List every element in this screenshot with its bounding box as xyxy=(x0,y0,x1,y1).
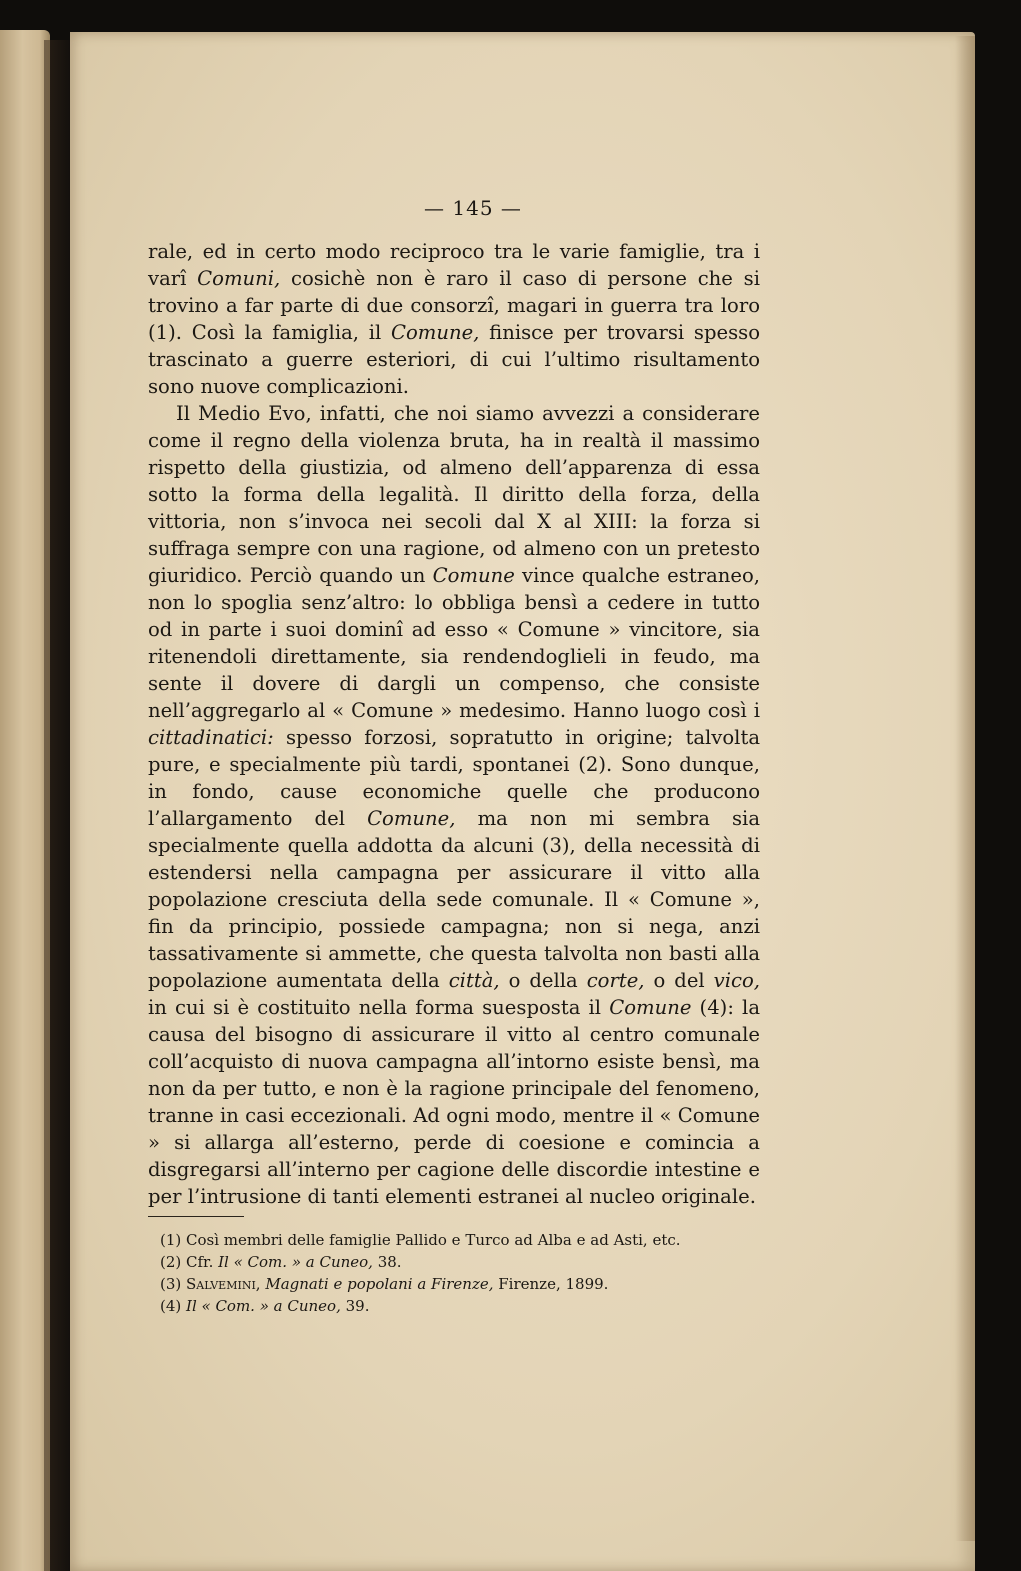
text-run: rale, ed in certo modo reciproco tra le varie famiglie, tra i varî xyxy=(148,240,760,290)
italic-run: vico, xyxy=(713,969,760,992)
italic-run: Comune, xyxy=(367,807,456,830)
footnote xyxy=(160,1295,760,1317)
text-run: o della xyxy=(499,969,587,992)
text-run: (1) Così membri delle famiglie Pallido e Turco ad Alba e ad Asti, etc. xyxy=(160,1231,681,1249)
body-text xyxy=(148,238,760,1210)
text-run: 38. xyxy=(372,1253,402,1271)
text-run: vince qualche estraneo, non lo spoglia senz’altro: lo obbliga bensì a cedere in tutto od in parte i suoi dominî ad esso « Comune » vincitore, sia ritenendoli direttamente, sia rendendoglieli in feudo, ma sente il dovere di dargli un compenso, che consiste nell’aggregarlo al « Comune » medesimo. Hanno luogo così i xyxy=(148,564,760,722)
page-fore-edge xyxy=(955,36,975,1541)
text-run: o del xyxy=(644,969,714,992)
facing-page-edge xyxy=(0,30,50,1571)
text-run: (3) xyxy=(160,1275,187,1293)
footnotes xyxy=(148,1229,760,1317)
paragraph xyxy=(148,238,760,400)
text-run: spesso forzosi, sopratutto in origine; talvolta pure, e specialmente più tardi, spontanei (2). Sono dunque, in fondo, cause economiche quelle che producono l’allargamento del xyxy=(148,726,760,830)
italic-run: cittadinatici: xyxy=(148,726,274,749)
page-content xyxy=(148,196,760,1317)
author-name: Salvemini, xyxy=(186,1275,261,1293)
italic-run: Comune xyxy=(609,996,692,1019)
italic-run: Comune, xyxy=(390,321,480,344)
text-run: (4): la causa del bisogno di assicurare il vitto al centro comunale coll’acquisto di nuova campagna all’intorno esiste bensì, ma non da per tutto, e non è la ragione principale del fenomeno, tranne in casi eccezionali. Ad ogni modo, mentre il « Comune » si allarga all’esterno, perde di coesione e comincia a disgregarsi all’interno per cagione delle discordie intestine e per l’intrusione di tanti elementi estranei al nucleo originale. xyxy=(148,996,761,1208)
paragraph xyxy=(148,400,760,1210)
text-run: (2) Cfr. xyxy=(160,1253,219,1271)
footnote xyxy=(160,1251,760,1273)
text-run: in cui si è costituito nella forma suesposta il xyxy=(148,996,610,1019)
page-number: — 145 — xyxy=(424,196,522,220)
text-run: Il Medio Evo, infatti, che noi siamo avvezzi a considerare come il regno della violenza bruta, ha in realtà il massimo rispetto della giustizia, od almeno dell’apparenza di essa sotto la forma della legalità. Il diritto della forza, della vittoria, non s’invoca nei secoli dal X al XIII: la forza si suffraga sempre con una ragione, od almeno con un pretesto giuridico. Perciò quando un xyxy=(148,402,760,587)
italic-run: Comuni, xyxy=(197,267,281,290)
footnote-separator xyxy=(148,1216,244,1217)
italic-run: Il « Com. » a Cuneo, xyxy=(186,1297,341,1315)
footnote xyxy=(160,1229,760,1251)
italic-run: corte, xyxy=(586,969,645,992)
italic-run: Il « Com. » a Cuneo, xyxy=(218,1253,373,1271)
text-run: (4) xyxy=(160,1297,187,1315)
text-run: Firenze, 1899. xyxy=(493,1275,609,1293)
italic-run: città, xyxy=(448,969,500,992)
text-run: cosichè non è raro il caso di persone che si trovino a far parte di due consorzî, magari in guerra tra loro (1). Così la famiglia, il xyxy=(148,267,760,344)
footnote xyxy=(160,1273,760,1295)
italic-run: Comune xyxy=(432,564,515,587)
text-run: finisce per trovarsi spesso trascinato a guerre esteriori, di cui l’ultimo risultamento sono nuove complicazioni. xyxy=(148,321,760,398)
text-run: ma non mi sembra sia specialmente quella addotta da alcuni (3), della necessità di estendersi nella campagna per assicurare il vitto alla popolazione cresciuta della sede comunale. Il « Comune », fin da principio, possiede campagna; non si nega, anzi tassativamente si ammette, che questa talvolta non basti alla popolazione aumentata della xyxy=(148,807,760,992)
italic-run: Magnati e popolani a Firenze, xyxy=(265,1275,494,1293)
text-run: 39. xyxy=(340,1297,370,1315)
